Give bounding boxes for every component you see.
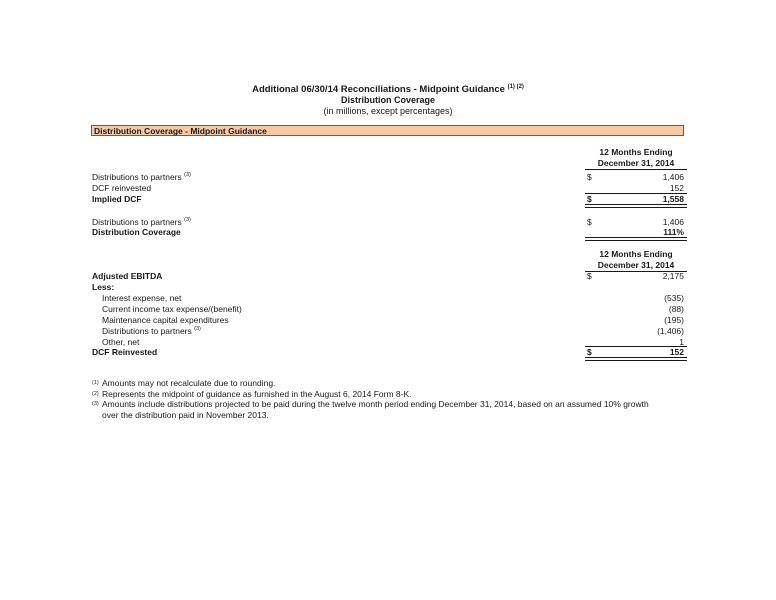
row-label: Distributions to partners $^{(3)}$ — [92, 217, 191, 227]
column-header-line2: December 31, 2014 — [585, 158, 687, 170]
table-row — [92, 194, 684, 204]
report-units-note: (in millions, except percentages) — [323, 106, 453, 117]
column-header-2 — [585, 249, 687, 272]
column-header-1 — [585, 147, 687, 170]
report-title: Additional 06/30/14 Reconciliations - Midpoint Guidance $^{(1) (2)}$ — [252, 84, 524, 96]
row-value: 1,406 — [662, 217, 684, 227]
row-label: Other, net — [102, 337, 140, 347]
row-label: Adjusted EBITDA — [92, 271, 163, 281]
currency-symbol: $ — [587, 194, 592, 204]
table-row — [92, 315, 684, 325]
footnote-marker: (3) — [92, 401, 99, 407]
report-subtitle: Distribution Coverage — [340, 95, 435, 106]
row-value: 1 — [679, 337, 684, 347]
total-double-rule — [585, 204, 687, 208]
row-value: (195) — [664, 315, 684, 325]
row-label: Distribution Coverage — [92, 227, 181, 237]
row-label: DCF reinvested — [92, 183, 152, 193]
section-header-bar: Distribution Coverage - Midpoint Guidance — [91, 125, 684, 136]
table-row — [92, 326, 684, 336]
footnotes — [92, 378, 652, 420]
row-value: 152 — [669, 183, 684, 193]
total-double-rule — [585, 357, 687, 361]
footnote — [92, 378, 652, 389]
row-value: 1,558 — [662, 194, 684, 204]
row-label: Distributions to partners $^{(3)}$ — [92, 172, 191, 182]
row-value: 2,175 — [662, 271, 684, 281]
currency-symbol: $ — [587, 347, 592, 357]
footnote-text: Amounts may not recalculate due to rounding. — [102, 378, 276, 388]
table-row — [92, 304, 684, 314]
table-row — [92, 347, 684, 357]
row-label: Implied DCF — [92, 194, 142, 204]
row-value: (535) — [664, 293, 684, 303]
row-label: Distributions to partners $^{(3)}$ — [102, 326, 201, 336]
footnote-marker: (1) — [92, 380, 99, 386]
row-label: Maintenance capital expenditures — [102, 315, 229, 325]
footnote-marker: (2) — [92, 390, 99, 397]
row-value: (1,406) — [657, 326, 684, 336]
table-row — [92, 217, 684, 227]
footnote-text: Amounts include distributions projected to be paid during the twelve month period ending December 31, 2014, based on an assumed 10% growth over the distribution paid in November 2013. — [102, 399, 649, 420]
footnote — [92, 389, 652, 400]
row-value: 152 — [669, 347, 684, 357]
currency-symbol: $ — [587, 217, 592, 227]
column-header-line2: December 31, 2014 — [585, 260, 687, 272]
table-row — [92, 172, 684, 182]
currency-symbol: $ — [587, 172, 592, 182]
table-row — [92, 227, 684, 237]
row-value: 1,406 — [662, 172, 684, 182]
footnote-text: Represents the midpoint of guidance as furnished in the August 6, 2014 Form 8-K. — [102, 388, 412, 399]
table-row — [92, 183, 684, 193]
less-label: Less: — [92, 282, 115, 292]
column-header-line1: 12 Months Ending — [599, 147, 673, 157]
table-row — [92, 293, 684, 303]
currency-symbol: $ — [587, 271, 592, 281]
row-value: (88) — [668, 304, 684, 314]
table-row — [92, 282, 684, 292]
row-label: DCF Reinvested — [92, 347, 158, 357]
title-footnote-ref: (1) (2) — [507, 84, 524, 90]
row-value: 111% — [663, 227, 684, 237]
column-header-line1: 12 Months Ending — [599, 249, 673, 259]
table-row — [92, 271, 684, 281]
row-label: Interest expense, net — [102, 293, 182, 303]
footnote — [92, 399, 652, 420]
row-label: Current income tax expense/(benefit) — [102, 304, 242, 314]
report-title-block — [0, 82, 776, 117]
total-double-rule — [585, 237, 687, 241]
